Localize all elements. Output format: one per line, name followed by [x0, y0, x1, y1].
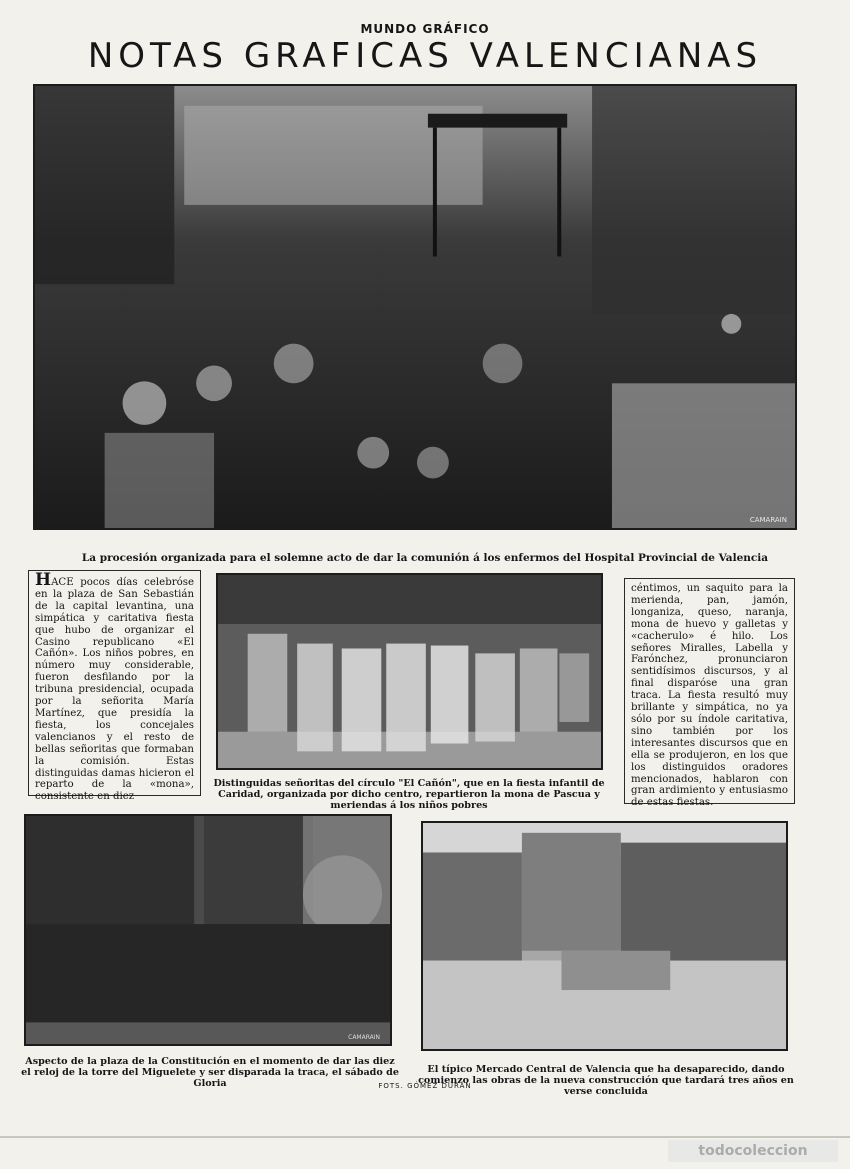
article-right-text: céntimos, un saquito para la merienda, pan, jamón, longaniza, queso, naranja, mona de huevo y galletas y «cacherulo» é hilo. Los señores Miralles, Labella y Farónchez, pronunciaron sentidísimos discursos, y al final disparóse una gran traca. La fiesta resultó muy brillante y simpática, no ya sólo por su índole caritativa, sino también por los interesantes discursos que en ella se produjeron, en los que los distinguidos oradores mencionados, hablaron con gran ardimiento y entusiasmo de estas fiestas. — [631, 583, 788, 809]
mercado-caption: El típico Mercado Central de Valencia que ha desaparecido, dando comienzo las obras de la nueva construcción que tardará tres años en verse concluida — [418, 1064, 794, 1097]
photo-signature: CAMARAIN — [348, 1034, 380, 1041]
procession-caption: La procesión organizada para el solemne acto de dar la comunión á los enfermos del Hospital Provincial de Valencia — [81, 552, 769, 564]
mercado-photo — [421, 821, 788, 1051]
article-left-column — [28, 570, 201, 803]
procession-photo — [33, 84, 797, 530]
plaza-caption: Aspecto de la plaza de la Constitución en el momento de dar las diez el reloj de la torre del Miguelete y ser disparada la traca, el sábado de Gloria — [21, 1056, 399, 1089]
page-title: NOTAS GRAFICAS VALENCIANAS — [87, 36, 763, 76]
article-left-text: ACE pocos días celebróse en la plaza de San Sebastián de la capital levantina, una simpática y caritativa fiesta que hubo de organizar el Casino republicano «El Cañón». Los niños pobres, en número muy considerable, fueron desfilando por la tribuna presidencial, ocupada por la señorita María Martínez, que presidía la fiesta, los concejales valencianos y el resto de bellas señoritas que formaban la comisión. Estas distinguidas damas hicieron el reparto de la «mona», consistente en diez — [35, 577, 194, 803]
watermark-logo: todocoleccion — [668, 1140, 838, 1162]
senoritas-caption: Distinguidas señoritas del círculo "El Cañón", que en la fiesta infantil de Caridad, organizada por dicho centro, repartieron la mona de Pascua y meriendas á los niños pobres — [213, 778, 605, 811]
bottom-rule — [0, 1136, 850, 1138]
photo-signature: CAMARAIN — [749, 516, 787, 524]
plaza-photo — [24, 814, 392, 1046]
photo-credit: FOTS. GÓMEZ DURÁN — [378, 1082, 472, 1090]
masthead: MUNDO GRÁFICO — [360, 22, 490, 36]
senoritas-photo — [216, 573, 603, 770]
article-dropcap: H — [35, 570, 52, 590]
article-right-column — [624, 578, 795, 809]
